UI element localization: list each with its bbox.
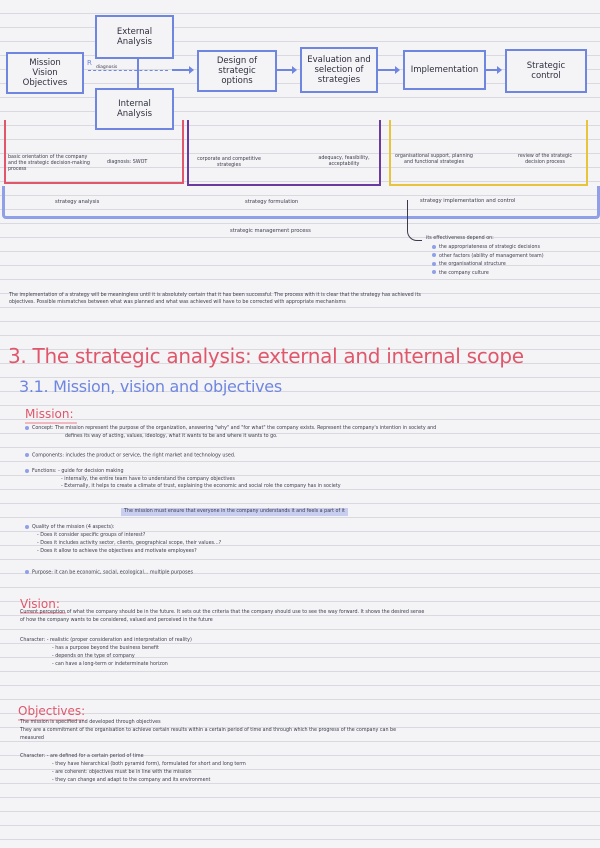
list-item: other factors (ability of management team) [432,253,544,262]
under-corporate: corporate and competitive strategies [197,157,261,168]
arrow-3 [378,69,398,71]
vision-heading: Vision: [20,597,60,611]
effectiveness-list [432,244,544,278]
vision-text: Current perception of what the company should be in the future. It sets out the criteria that the company should use to see the way forward. It shows the desired sense of how the company wants to be considered, valued and perceived in the future [20,610,425,623]
internal-analysis-box: Internal Analysis [95,88,174,130]
effectiveness-connector [407,200,422,241]
diagnosis-label: diagnosis [96,65,118,70]
phase-analysis: strategy analysis [55,199,100,205]
implementation-box: Implementation [403,50,486,90]
arrow-1 [172,69,192,71]
objectives-text: The mission is specified and developed through objectives They are a commitment of the organisation to achieve certain results within a certain period of time and through which the progress of the company can be measured [20,720,397,741]
mission-functions: Functions: - guide for decision making - internally, the entire team have to understand the company objectives - Externally, it helps to create a climate of trust, explaining the economic and social role the company has in society [25,468,341,491]
bracket-yellow [389,120,588,186]
under-basic: basic orientation of the company and the strategic decision-making process [8,155,90,172]
external-analysis-box: External Analysis [95,15,174,59]
phase-implementation: strategy implementation and control [420,198,516,204]
under-review: review of the strategic decision process [517,154,573,165]
subsection-title: 3.1. Mission, vision and objectives [19,377,282,396]
list-item: the organisational structure [432,261,544,270]
under-adequacy: adequacy, feasibility, acceptability [318,156,370,167]
phase-process: strategic management process [230,228,311,234]
evaluation-box: Evaluation and selection of strategies [300,47,378,93]
control-box: Strategic control [505,49,587,93]
objectives-character: Character: - are defined for a certain period of time - they have hierarchical (both pyramid form), formulated for short and long term - are coherent: objectives must be in line with the mission - they can change and adapt to the company and its environment [20,754,246,783]
arrow-4 [485,69,500,71]
bracket-purple [187,120,381,186]
intro-paragraph: The implementation of a strategy will be meaningless until it is absolutely certain that it has been successful. The process with it is clear that the strategy has achieved its objectives. Possible mismatches between what was planned and what was achieved will have to be corrected with appropriate mechanisms [9,293,421,305]
mission-box: Mission Vision Objectives [6,52,84,94]
under-swot: diagnosis: SWOT [107,160,148,165]
mission-quality: Quality of the mission (4 aspects): - Does it consider specific groups of interest? - Does it includes activity sector, clients, geographical scope, their values...? - Does it allow to achieve the objectives and motivate employees? [25,524,221,556]
phase-formulation: strategy formulation [245,199,299,205]
mission-components: Components: includes the product or service, the right market and technology used. [25,453,235,460]
connector-dashed [88,70,168,71]
connector-vertical [137,57,139,88]
mission-heading: Mission: [25,407,74,421]
under-organisational: organisational support, planning and functional strategies [395,154,473,165]
objectives-heading: Objectives: [18,704,86,718]
section-title: 3. The strategic analysis: external and internal scope [8,344,524,368]
arrow-2 [276,69,295,71]
mission-underline [25,422,77,424]
list-item: the appropriateness of strategic decisions [432,244,544,253]
connector-r: R [87,59,92,67]
design-box: Design of strategic options [197,50,277,92]
bracket-red [4,120,184,184]
effectiveness-title: its effectiveness depend on: [426,236,494,241]
list-item: the company culture [432,270,544,279]
vision-character: Character: - realistic (proper consideration and interpretation of reality) - has a purpose beyond the business benefit - depends on the type of company - can have a long-term or indeterminate horizon [20,638,192,667]
mission-purpose: Purpose: it can be economic, social, ecological... multiple purposes [25,570,193,577]
mission-concept: Concept: The mission represent the purpose of the organization, answering "why" and "for what" the company exists. Represent the company's intention in society and defines its way of acting, values, ideology, what it wants to be and where it wants to go. [25,425,585,441]
mission-highlight: The mission must ensure that everyone in the company understands it and feels a part of it [121,508,348,516]
